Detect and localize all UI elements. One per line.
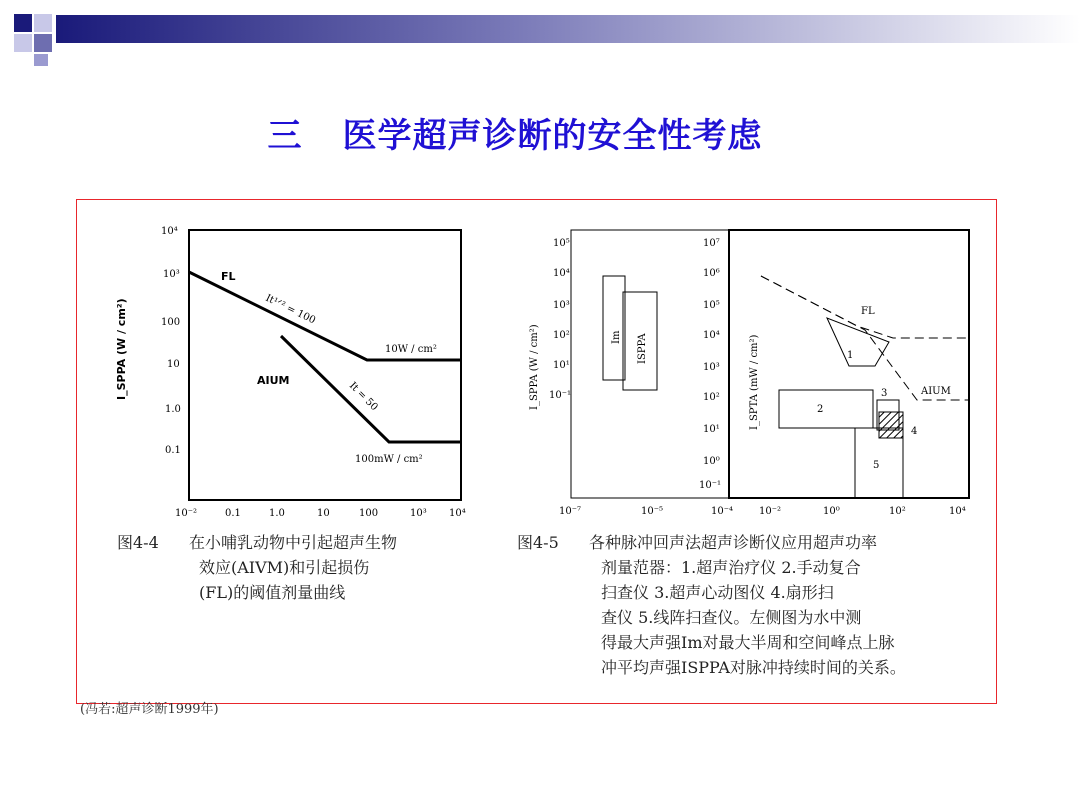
region-4	[879, 412, 903, 438]
isppa-label: ISPPA	[637, 333, 648, 364]
ytick: 1.0	[165, 404, 181, 415]
ytick: 10²	[553, 330, 570, 341]
ytick: 10⁴	[553, 268, 570, 279]
left-x-ticks	[559, 506, 733, 517]
caption-line: 效应(AIVM)和引起损伤	[199, 558, 370, 577]
ytick: 10	[167, 359, 180, 370]
deco-gradient-bar	[56, 15, 1080, 43]
ytick: 10⁻¹	[699, 480, 722, 491]
xtick: 10⁴	[949, 506, 966, 517]
deco-square-dark	[14, 14, 32, 32]
im-label: Im	[611, 330, 622, 344]
ytick: 10³	[553, 300, 570, 311]
deco-square-small	[34, 54, 48, 66]
limit-low-label: 100mW / cm²	[355, 454, 423, 465]
ytick: 10⁻¹	[549, 390, 572, 401]
xtick: 100	[359, 508, 379, 519]
title-text: 医学超声诊断的安全性考虑	[342, 116, 763, 156]
caption-line: 查仪 5.线阵扫查仪。左侧图为水中测	[601, 608, 862, 627]
ytick: 10⁰	[703, 456, 720, 467]
figure-4-5-caption	[517, 530, 906, 680]
caption-line: 得最大声强Im对最大半周和空间峰点上脉	[601, 633, 895, 652]
fl-label: FL	[221, 270, 236, 283]
caption-number: 图4-4	[117, 533, 159, 552]
deco-square-mid	[34, 34, 52, 52]
ytick: 100	[161, 317, 181, 328]
right-x-ticks	[759, 506, 966, 517]
ytick: 10⁶	[703, 268, 720, 279]
deco-square-light-2	[14, 34, 32, 52]
caption-line: 冲平均声强ISPPA对脉冲持续时间的关系。	[601, 658, 906, 677]
region-1	[827, 318, 889, 366]
fl-label: FL	[861, 306, 875, 317]
header-decoration	[0, 0, 1080, 70]
ytick: 10²	[703, 392, 720, 403]
x-ticks	[175, 508, 466, 519]
caption-line: 扫查仪 3.超声心动图仪 4.扇形扫	[601, 583, 834, 602]
ytick: 10³	[163, 269, 180, 280]
caption-line: 剂量范器：1.超声治疗仪 2.手动复合	[601, 558, 861, 577]
slide-title	[0, 108, 1030, 157]
caption-number: 图4-5	[517, 533, 559, 552]
ytick: 10⁴	[161, 226, 178, 237]
region-5-label: 5	[873, 460, 880, 471]
xtick: 1.0	[269, 508, 285, 519]
source-footnote: (冯若:超声诊断1999年)	[80, 702, 219, 717]
ytick: 10¹	[553, 360, 570, 371]
figure-4-4-caption	[117, 530, 397, 605]
ytick: 10⁵	[553, 238, 570, 249]
region-3-label: 3	[881, 388, 888, 399]
aium-label: AIUM	[257, 374, 290, 387]
xtick: 10⁰	[823, 506, 840, 517]
figure-4-4-plot	[105, 220, 485, 520]
left-y-ticks	[549, 238, 571, 401]
ytick: 10¹	[703, 424, 720, 435]
ytick: 10⁵	[703, 300, 720, 311]
xtick: 10⁻²	[175, 508, 198, 519]
right-y-axis-label: I_SPTA (mW / cm²)	[749, 334, 760, 430]
right-plot-box	[729, 230, 969, 498]
region-4-label: 4	[911, 426, 918, 437]
limit-high-label: 10W / cm²	[385, 344, 437, 355]
ytick: 0.1	[165, 445, 181, 456]
aium-label: AIUM	[921, 386, 951, 397]
xtick: 10⁻⁷	[559, 506, 582, 517]
xtick: 10⁻⁵	[641, 506, 664, 517]
region-2-label: 2	[817, 404, 824, 415]
xtick: 10⁻⁴	[711, 506, 734, 517]
xtick: 10⁴	[449, 508, 466, 519]
ytick: 10³	[703, 362, 720, 373]
caption-line: (FL)的阈值剂量曲线	[199, 583, 346, 602]
figure-4-5-plot	[517, 220, 987, 520]
fl-equation: It¹ᐟ² = 100	[263, 292, 318, 327]
xtick: 10²	[889, 506, 906, 517]
caption-line: 各种脉冲回声法超声诊断仪应用超声功率	[589, 533, 878, 552]
xtick: 0.1	[225, 508, 241, 519]
xtick: 10³	[410, 508, 427, 519]
y-ticks	[161, 226, 181, 456]
y-axis-label: I_SPPA (W / cm²)	[115, 298, 128, 400]
ytick: 10⁴	[703, 330, 720, 341]
ytick: 10⁷	[703, 238, 720, 249]
right-y-ticks	[699, 238, 721, 491]
xtick: 10	[317, 508, 330, 519]
im-range-box	[603, 276, 625, 380]
left-y-axis-label: I_SPPA (W / cm²)	[529, 324, 540, 410]
xtick: 10⁻²	[759, 506, 782, 517]
region-1-label: 1	[847, 350, 854, 361]
caption-line: 在小哺乳动物中引起超声生物	[189, 533, 398, 552]
region-2	[779, 390, 873, 428]
deco-square-light	[34, 14, 52, 32]
figure-frame	[76, 199, 997, 704]
title-prefix: 三	[267, 116, 303, 156]
aium-equation: It = 50	[346, 380, 380, 414]
